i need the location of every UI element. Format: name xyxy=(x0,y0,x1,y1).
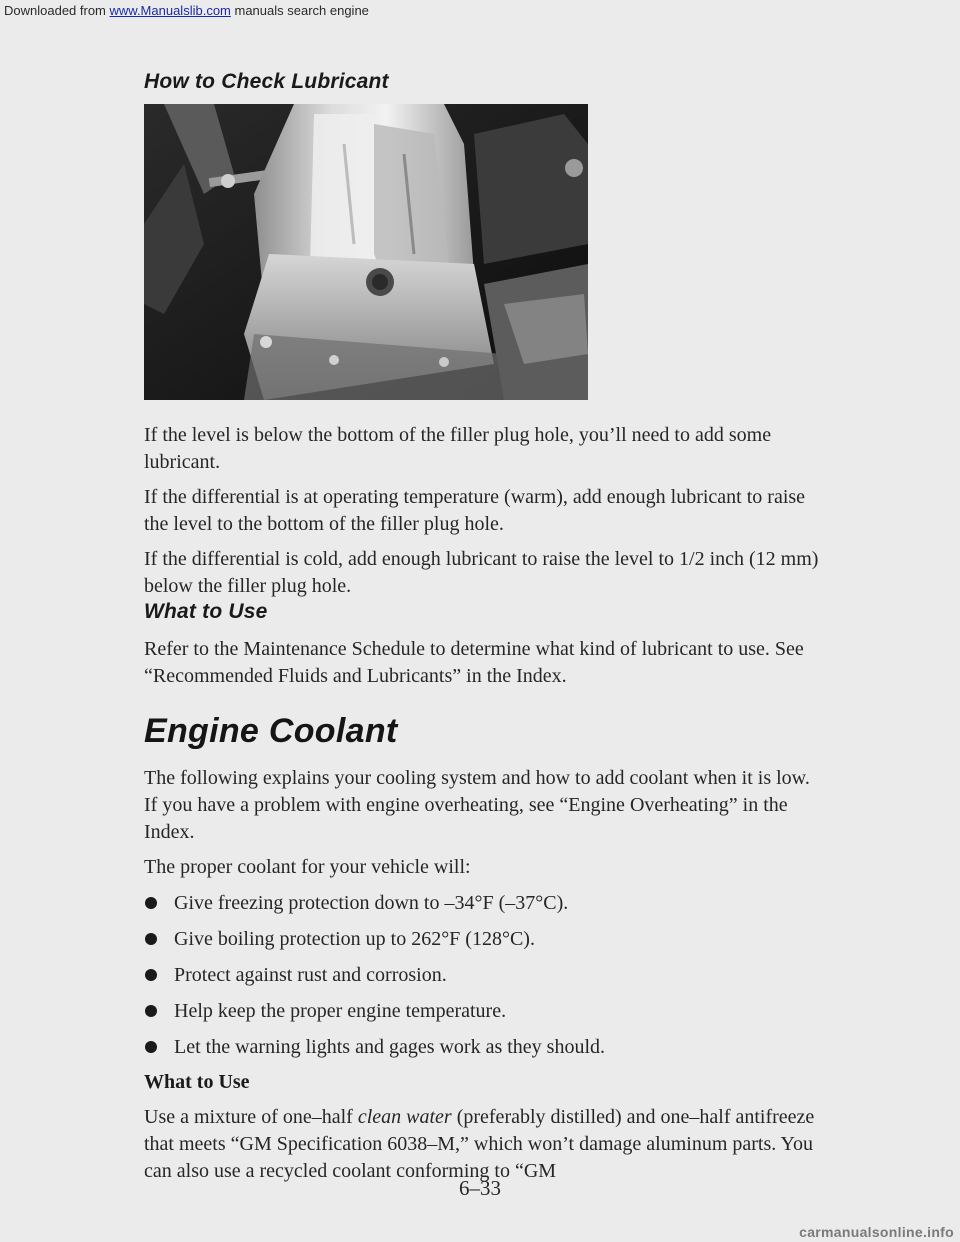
list-item xyxy=(144,998,824,1025)
differential-photo-illustration xyxy=(144,104,588,400)
how-to-check-lubricant-heading: How to Check Lubricant xyxy=(144,70,389,93)
list-item-text: Give freezing protection down to –34°F (–37°C). xyxy=(174,892,569,914)
list-item-text: Give boiling protection up to 262°F (128°C). xyxy=(174,928,535,950)
bullet-dot-icon xyxy=(145,897,157,909)
banner-suffix: manuals search engine xyxy=(230,3,369,18)
coolant-benefits-list xyxy=(144,890,824,1061)
manual-page xyxy=(144,70,824,1185)
mixture-text-before: Use a mixture of one–half xyxy=(144,1106,358,1128)
bullet-dot-icon xyxy=(145,933,157,945)
page-number: 6–33 xyxy=(459,1176,501,1200)
coolant-intro-paragraph: The following explains your cooling system and how to add coolant when it is low. If you have a problem with engine overheating, see “Engine Overheating” in the Index. xyxy=(144,767,810,843)
differential-filler-plug-photo xyxy=(144,104,588,400)
list-item-text: Let the warning lights and gages work as they should. xyxy=(174,1036,606,1058)
what-to-use-paragraph: Refer to the Maintenance Schedule to determine what kind of lubricant to use. See “Recommended Fluids and Lubricants” in the Index. xyxy=(144,638,804,687)
banner-prefix: Downloaded from xyxy=(4,3,110,18)
site-watermark: carmanualsonline.info xyxy=(799,1224,954,1240)
engine-coolant-heading: Engine Coolant xyxy=(144,712,398,750)
lubricant-paragraph-2: If the differential is at operating temperature (warm), add enough lubricant to raise the level to the bottom of the filler plug hole. xyxy=(144,486,806,535)
what-to-use-heading: What to Use xyxy=(144,600,268,623)
list-item xyxy=(144,962,824,989)
list-item-text: Protect against rust and corrosion. xyxy=(174,964,447,986)
list-item-text: Help keep the proper engine temperature. xyxy=(174,1000,507,1022)
coolant-what-to-use-heading: What to Use xyxy=(144,1071,250,1093)
bullet-dot-icon xyxy=(145,1005,157,1017)
clean-water-emphasis: clean water xyxy=(357,1106,452,1128)
list-item xyxy=(144,926,824,953)
lubricant-paragraph-1: If the level is below the bottom of the filler plug hole, you’ll need to add some lubricant. xyxy=(144,424,772,473)
lubricant-paragraph-3: If the differential is cold, add enough lubricant to raise the level to 1/2 inch (12 mm) below the filler plug hole. xyxy=(144,548,819,597)
mixture-text-after: (preferably distilled) and one–half antifreeze that meets “GM Specification 6038–M,” which won’t damage aluminum parts. You can also use a recycled coolant conforming to “GM xyxy=(144,1106,815,1182)
coolant-lead-paragraph: The proper coolant for your vehicle will: xyxy=(144,856,471,878)
coolant-mixture-paragraph xyxy=(144,1104,824,1185)
bullet-dot-icon xyxy=(145,969,157,981)
manualslib-link[interactable]: www.Manualslib.com xyxy=(109,3,231,18)
list-item xyxy=(144,1034,824,1061)
bullet-dot-icon xyxy=(145,1041,157,1053)
list-item xyxy=(144,890,824,917)
download-banner xyxy=(0,0,704,22)
